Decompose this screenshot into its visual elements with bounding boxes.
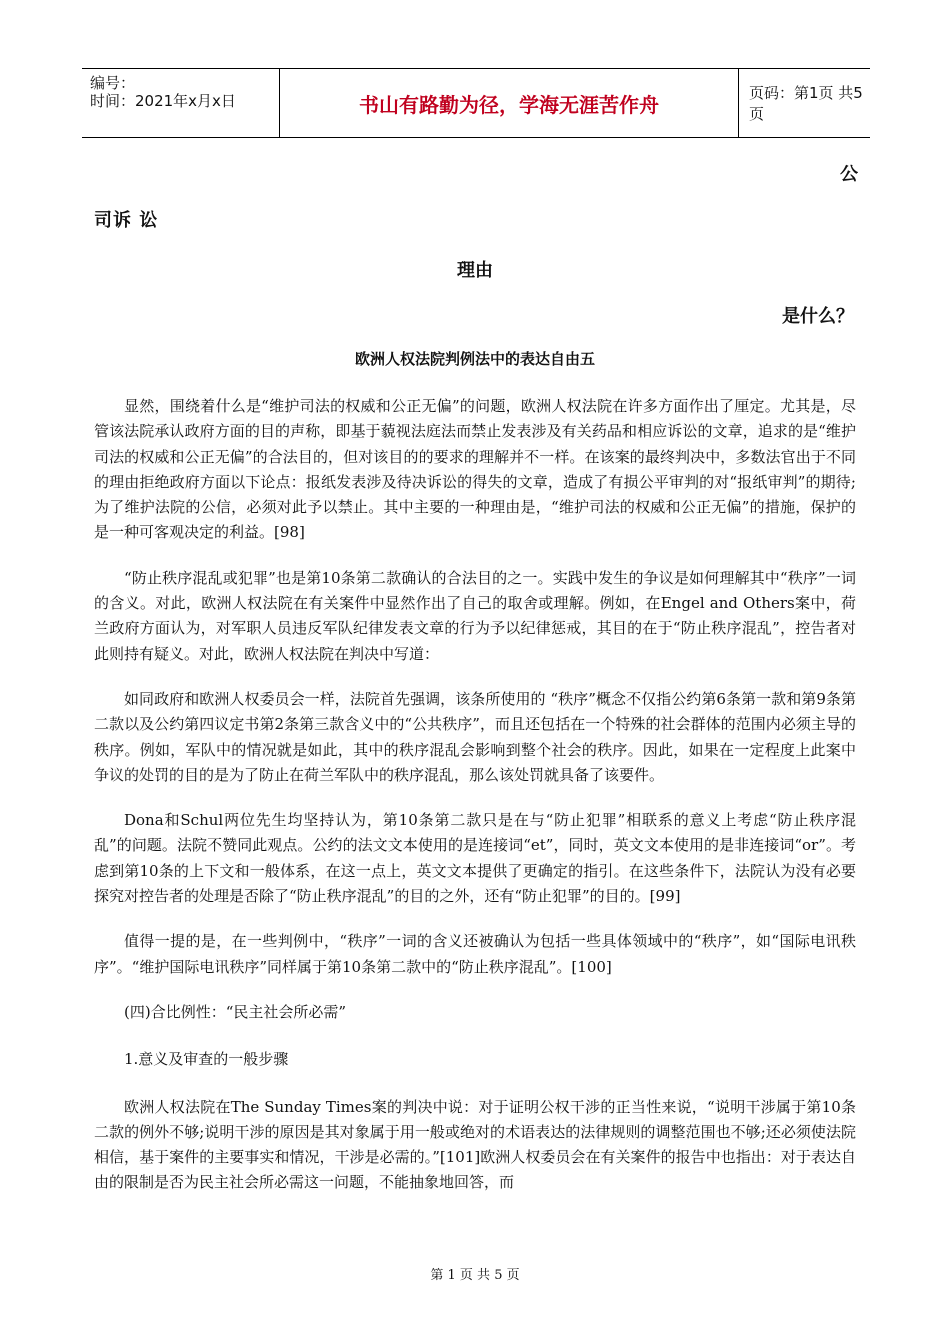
time-label: 时间：2021年x月x日 bbox=[90, 92, 236, 110]
section-heading: (四)合比例性：“民主社会所必需” bbox=[124, 1002, 347, 1021]
page-footer: 第 1 页 共 5 页 bbox=[430, 1268, 520, 1283]
paragraph: 如同政府和欧洲人权委员会一样，法院首先强调，该条所使用的 “秩序”概念不仅指公约第6条第一款和第9条第二款以及公约第四议定书第2条第三款含义中的“公共秩序”，而且还包括在一个特殊的社会群体的范围内必须主导的秩序。例如，军队中的情况就是如此，其中的秩序混乱会影响到整个社会的秩序。因此，如果在一定程度上此案中争议的处罚的目的是为了防止在荷兰军队中的秩序混乱，那么该处罚就具备了该要件。 bbox=[94, 689, 856, 784]
paragraph: 欧洲人权法院在The Sunday Times案的判决中说：对于证明公权干涉的正当性来说，“说明干涉属于第10条二款的例外不够;说明干涉的原因是其对象属于用一般或绝对的术语表达的法律规则的调整范围也不够;还必须使法院相信，基于案件的主要事实和情况，干涉是必需的。”[101]欧洲人权委员会在有关案件的报告中也指出：对于表达自由的限制是否为民主社会所必需这一问题，不能抽象地回答，而 bbox=[94, 1097, 856, 1192]
title-fragment-2: 司诉 讼 bbox=[94, 210, 159, 231]
paragraph: 值得一提的是，在一些判例中，“秩序”一词的含义还被确认为包括一些具体领域中的“秩序”，如“国际电讯秩序”。“维护国际电讯秩序”同样属于第10条第二款中的“防止秩序混乱”。[100] bbox=[94, 932, 856, 976]
header-meta-cell bbox=[82, 69, 279, 137]
paragraph: “防止秩序混乱或犯罪”也是第10条第二款确认的合法目的之一。实践中发生的争议是如何理解其中“秩序”一词的含义。对此，欧洲人权法院在有关案件中显然作出了自己的取舍或理解。例如，在Engel and Others案中，荷兰政府方面认为，对军职人员违反军队纪律发表文章的行为予以纪律惩戒，其目的在于“防止秩序混乱”，控告者对此则持有疑义。对此，欧洲人权法院在判决中写道： bbox=[94, 568, 856, 663]
article-subtitle: 欧洲人权法院判例法中的表达自由五 bbox=[354, 350, 595, 368]
header-page-info: 页码：第1页 共5页 bbox=[749, 84, 863, 123]
title-fragment-4: 是什么？ bbox=[782, 306, 854, 327]
paragraph: Dona和Schul两位先生均坚持认为，第10条第二款只是在与“防止犯罪”相联系的意义上考虑“防止秩序混乱”的问题。法院不赞同此观点。公约的法文文本使用的是连接词“et”，同时，英文文本使用的是非连接词“or”。考虑到第10条的上下文和一般体系，在这一点上，英文文本提供了更确定的指引。在这些条件下，法院认为没有必要探究对控告者的处理是否除了“防止秩序混乱”的目的之外，还有“防止犯罪”的目的。[99] bbox=[94, 811, 856, 906]
paragraph: 显然，围绕着什么是“维护司法的权威和公正无偏”的问题，欧洲人权法院在许多方面作出了厘定。尤其是，尽管该法院承认政府方面的目的声称，即基于藐视法庭法而禁止发表涉及有关药品和相应诉讼的文章，追求的是“维护司法的权威和公正无偏”的合法目的，但对该目的的要求的理解并不一样。在该案的最终判决中，多数法官出于不同的理由拒绝政府方面以下论点：报纸发表涉及待决诉讼的得失的文章，造成了有损公平审判的对“报纸审判”的期待;为了维护法院的公信，必须对此予以禁止。其中主要的一种理由是，“维护司法的权威和公正无偏”的措施，保护的是一种可客观决定的利益。[98] bbox=[94, 397, 856, 542]
number-label: 编号： bbox=[90, 74, 136, 92]
title-fragment-3: 理由 bbox=[457, 260, 493, 281]
header-table bbox=[82, 68, 870, 138]
header-motto: 书山有路勤为径，学海无涯苦作舟 bbox=[279, 69, 739, 137]
article-body bbox=[94, 394, 856, 1216]
title-fragment-1: 公 bbox=[840, 164, 858, 185]
subsection-heading: 1.意义及审查的一般步骤 bbox=[124, 1050, 289, 1069]
